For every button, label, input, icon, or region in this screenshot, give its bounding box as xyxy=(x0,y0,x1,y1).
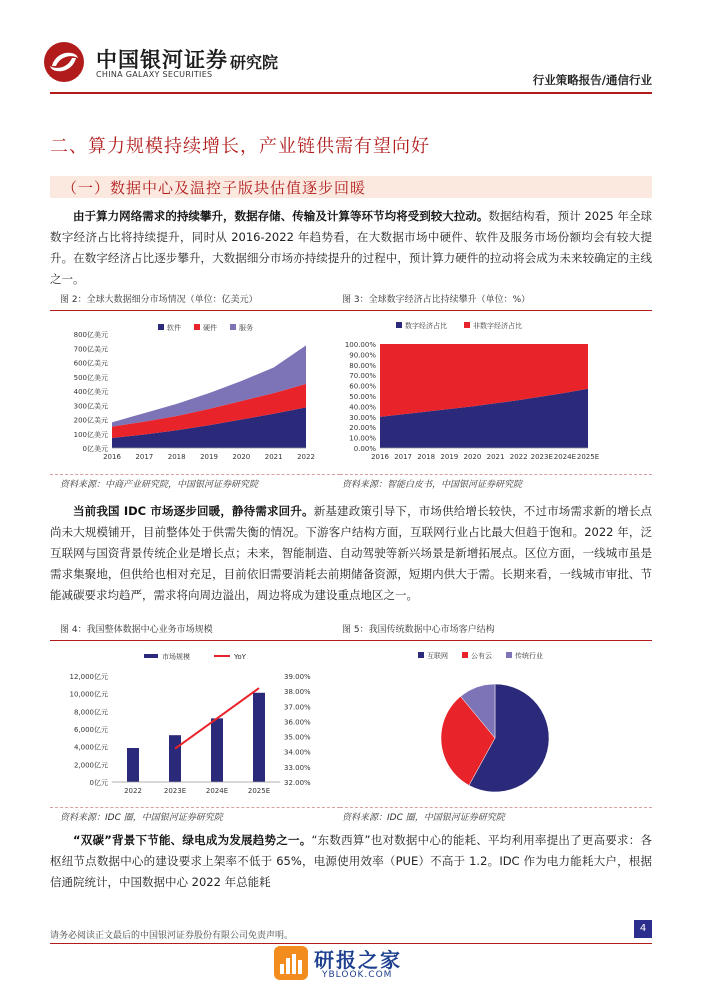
x-tick-label: 2017 xyxy=(135,453,154,461)
bar-market-size xyxy=(253,693,265,782)
y-tick-label: 50.00% xyxy=(349,393,376,401)
x-tick-label: 2020 xyxy=(232,453,251,461)
y-right-tick-label: 33.00% xyxy=(284,763,311,772)
legend-swatch xyxy=(506,652,512,658)
y-tick-label: 10.00% xyxy=(349,434,376,443)
figure-3-rule xyxy=(340,310,652,311)
x-tick-label: 2018 xyxy=(417,453,436,461)
brand-name-en: CHINA GALAXY SECURITIES xyxy=(96,70,213,79)
y-tick-label: 70.00% xyxy=(349,372,376,381)
legend-label: 互联网 xyxy=(427,652,448,660)
x-tick-label: 2021 xyxy=(486,453,505,461)
x-tick-label: 2019 xyxy=(440,453,459,461)
x-tick-label: 2025E xyxy=(576,453,600,461)
y-left-tick-label: 2,000亿元 xyxy=(73,761,108,770)
bar-chart-logo-icon xyxy=(274,946,308,980)
figure-2-caption: 图 2：全球大数据细分市场情况（单位：亿美元） xyxy=(60,295,258,305)
header-divider xyxy=(50,92,652,94)
legend-label: 软件 xyxy=(167,324,181,332)
legend-swatch xyxy=(230,324,236,330)
legend-label: YoY xyxy=(234,653,246,661)
x-tick-label: 2022 xyxy=(297,453,315,461)
figure-3-caption: 图 3：全球数字经济占比持续攀升（单位：%） xyxy=(342,295,531,305)
y-left-tick-label: 12,000亿元 xyxy=(69,673,108,681)
paragraph-intro xyxy=(50,206,652,290)
x-tick-label: 2023E xyxy=(163,787,187,795)
x-tick-label: 2022 xyxy=(509,453,528,461)
y-tick-label: 100亿美元 xyxy=(73,430,108,439)
bar-market-size xyxy=(211,718,223,782)
y-tick-label: 60.00% xyxy=(349,382,376,391)
y-tick-label: 500亿美元 xyxy=(73,373,108,382)
figure-3-source: 资料来源：智能白皮书，中国银河证券研究院 xyxy=(342,480,523,490)
y-left-tick-label: 8,000亿元 xyxy=(73,708,108,717)
y-tick-label: 200亿美元 xyxy=(73,416,108,425)
idc-customer-structure-chart xyxy=(340,642,652,802)
page-number: 4 xyxy=(634,920,652,938)
footer-disclaimer: 请务必阅读正文最后的中国银河证券股份有限公司免责声明。 xyxy=(50,931,294,941)
galaxy-logo-icon xyxy=(42,40,86,84)
x-tick-label: 2018 xyxy=(167,453,186,461)
subsection-heading: （一）数据中心及温控子版块估值逐步回暖 xyxy=(62,179,367,197)
y-tick-label: 700亿美元 xyxy=(73,345,108,354)
x-tick-label: 2017 xyxy=(394,453,413,461)
legend-swatch xyxy=(418,652,424,658)
y-tick-label: 0亿美元 xyxy=(82,445,108,453)
legend-label: 公有云 xyxy=(471,652,492,660)
x-tick-label: 2021 xyxy=(264,453,283,461)
y-tick-label: 600亿美元 xyxy=(73,359,108,368)
legend-swatch xyxy=(144,654,158,658)
y-tick-label: 80.00% xyxy=(349,361,376,370)
bar-market-size xyxy=(127,748,139,782)
legend-swatch xyxy=(158,324,164,330)
y-tick-label: 0.00% xyxy=(353,445,376,453)
legend-label: 数字经济占比 xyxy=(405,322,447,330)
y-tick-label: 300亿美元 xyxy=(73,402,108,411)
y-tick-label: 800亿美元 xyxy=(73,331,108,339)
figure-5-source: 资料来源：IDC 圈，中国银河证券研究院 xyxy=(342,813,505,823)
figure-3-source-rule xyxy=(340,474,652,475)
brand-institute: 研究院 xyxy=(230,53,279,72)
y-tick-label: 400亿美元 xyxy=(73,388,108,396)
figure-2-source-rule xyxy=(50,474,340,475)
x-tick-label: 2024E xyxy=(553,453,577,461)
watermark xyxy=(274,940,464,988)
x-tick-label: 2020 xyxy=(463,453,482,461)
paragraph-lead: 当前我国 IDC 市场逐步回暖，静待需求回升。 xyxy=(73,504,314,518)
legend-label: 服务 xyxy=(239,324,253,332)
legend-label: 硬件 xyxy=(203,324,217,332)
paragraph-body: 新基建政策引导下，市场供给增长较快，不过市场需求新的增长点尚未大规模铺开，目前整体处于供需失衡的情况。下游客户结构方面，互联网行业占比最大但趋于饱和。2022 年，泛互联网与国资背景传统企业是增长点；未来，智能制造、自动驾驶等新兴场景是新增拓展点。区位方面，一线城市虽是需求集聚地，但供给也相对充足，目前依旧需要消耗去前期储备资源，短期内供大于需。长期来看，一线城市审批、节能减碳要求均趋严，需求将向周边溢出，周边将成为建设重点地区之一。 xyxy=(50,504,652,602)
y-right-tick-label: 34.00% xyxy=(284,748,311,757)
y-left-tick-label: 6,000亿元 xyxy=(73,726,108,734)
paragraph-lead: “双碳”背景下节能、绿电成为发展趋势之一。 xyxy=(73,833,312,847)
figure-2-source: 资料来源：中商产业研究院，中国银河证券研究院 xyxy=(60,480,259,490)
figure-5-source-rule xyxy=(340,807,652,808)
watermark-name: 研报之家 xyxy=(314,948,402,972)
y-tick-label: 100.00% xyxy=(344,341,376,349)
legend-label: 传统行业 xyxy=(515,652,543,660)
x-tick-label: 2016 xyxy=(103,453,121,461)
y-right-tick-label: 35.00% xyxy=(284,733,311,742)
y-left-tick-label: 0亿元 xyxy=(89,779,108,787)
y-right-tick-label: 38.00% xyxy=(284,688,311,697)
bar-market-size xyxy=(169,735,181,782)
y-left-tick-label: 4,000亿元 xyxy=(73,743,108,752)
y-right-tick-label: 36.00% xyxy=(284,718,311,727)
x-tick-label: 2025E xyxy=(247,787,271,795)
y-tick-label: 40.00% xyxy=(349,403,376,412)
figure-5-caption: 图 5：我国传统数据中心市场客户结构 xyxy=(342,625,495,635)
y-right-tick-label: 37.00% xyxy=(284,703,311,712)
legend-label: 市场规模 xyxy=(162,653,190,661)
figure-4-caption: 图 4：我国整体数据中心业务市场规模 xyxy=(60,625,213,635)
x-tick-label: 2022 xyxy=(124,787,142,795)
paragraph-carbon xyxy=(50,830,652,893)
y-tick-label: 20.00% xyxy=(349,424,376,433)
paragraph-body: “东数西算”也对数据中心的能耗、平均利用率提出了更高要求：各枢纽节点数据中心的建设要求上架率不低于 65%，电源使用效率（PUE）不高于 1.2。IDC 作为电力能耗大户，根据信通院统计，中国数据中心 2022 年总能耗 xyxy=(50,833,652,889)
figure-2-rule xyxy=(50,310,340,311)
paragraph-idc xyxy=(50,501,652,606)
x-tick-label: 2024E xyxy=(205,787,229,795)
figure-5-rule xyxy=(340,640,652,641)
x-tick-label: 2023E xyxy=(530,453,553,461)
figure-4-rule xyxy=(50,640,340,641)
paragraph-body: 数据结构看，预计 2025 年全球数字经济占比将持续提升，同时从 2016-2022 年趋势看，在大数据市场中硬件、软件及服务市场份额均会有较大提升。在数字经济占比逐步攀升，大数据细分市场亦持续提升的过程中，预计算力硬件的拉动将会成为未来较确定的主线之一。 xyxy=(50,209,652,286)
x-tick-label: 2016 xyxy=(371,453,389,461)
report-type: 行业策略报告/通信行业 xyxy=(532,73,652,87)
global-bigdata-market-chart xyxy=(50,312,340,470)
legend-swatch xyxy=(464,322,470,328)
idc-market-size-chart xyxy=(50,642,340,802)
watermark-url: YBLOOK.COM xyxy=(322,970,393,980)
y-left-tick-label: 10,000亿元 xyxy=(69,690,108,699)
figure-4-source: 资料来源：IDC 圈，中国银河证券研究院 xyxy=(60,813,223,823)
brand-name-cn: 中国银河证券 xyxy=(96,48,228,72)
x-tick-label: 2019 xyxy=(200,453,218,461)
legend-swatch xyxy=(194,324,200,330)
legend-swatch xyxy=(462,652,468,658)
legend-label: 非数字经济占比 xyxy=(473,322,522,330)
figure-4-source-rule xyxy=(50,807,340,808)
y-tick-label: 30.00% xyxy=(349,413,376,422)
legend-swatch xyxy=(396,322,402,328)
subsection-heading-bar xyxy=(50,176,652,198)
digital-economy-share-chart xyxy=(340,312,652,470)
y-right-tick-label: 32.00% xyxy=(284,779,311,787)
section-heading: 二、算力规模持续增长，产业链供需有望向好 xyxy=(50,136,430,157)
y-tick-label: 90.00% xyxy=(349,351,376,360)
y-right-tick-label: 39.00% xyxy=(284,673,311,681)
paragraph-lead: 由于算力网络需求的持续攀升，数据存储、传输及计算等环节均将受到较大拉动。 xyxy=(73,209,489,223)
